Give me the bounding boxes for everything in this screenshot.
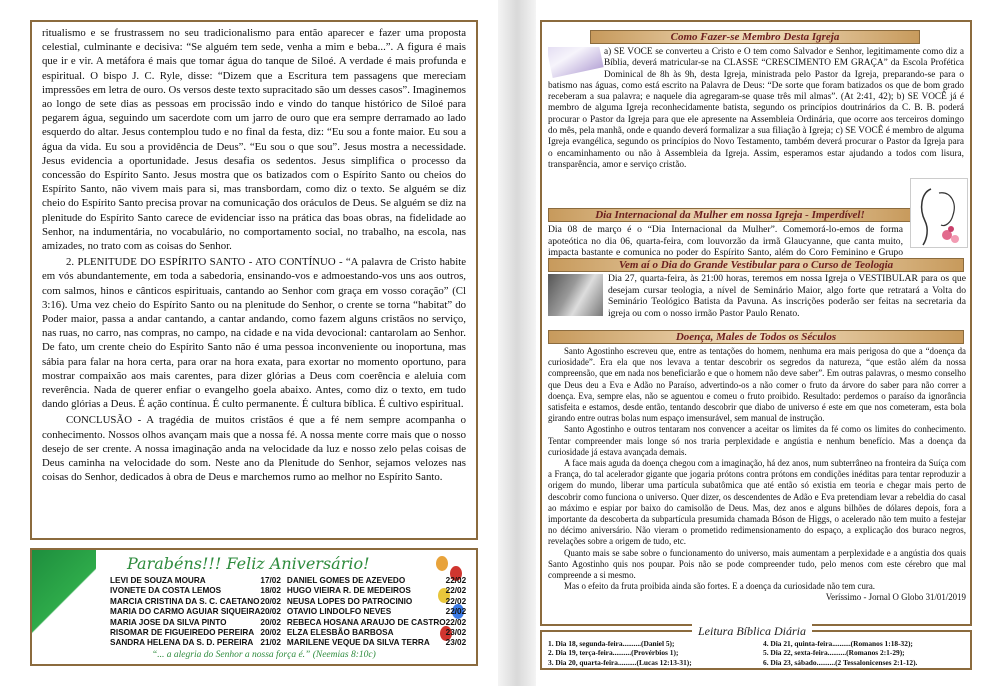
books-photo — [548, 274, 603, 316]
birthday-row — [287, 576, 466, 586]
birthday-row — [287, 618, 466, 628]
doenca-header: Doença, Males de Todos os Séculos — [548, 330, 964, 344]
daily-reading-box — [540, 624, 972, 670]
dot-leader: .......... — [618, 657, 637, 667]
birthday-label: DANIEL GOMES DE AZEVEDO — [286, 576, 406, 585]
birthday-label: OTAVIO LINDOLFO NEVES — [286, 607, 392, 617]
birthday-label: MARIA DO CARMO AGUIAR SIQUEIRA — [110, 607, 261, 617]
reading-row — [548, 648, 753, 657]
reading-label: 4. Dia 21, quinta-feira — [763, 639, 833, 648]
birthday-label: NEUSA LOPES DO PATROCINIO — [286, 596, 413, 606]
reading-row — [548, 639, 753, 648]
page-fold — [498, 0, 536, 686]
reading-label: 2. Dia 19, terça-feira — [548, 648, 613, 658]
reading-value: (Romanos 2:1-29); — [846, 648, 905, 658]
membership-section — [548, 47, 964, 177]
dot-leader: .......... — [832, 639, 851, 648]
sermon-paragraph-2: 2. PLENITUDE DO ESPÍRITO SANTO - ATO CONTÍNUO - “A palavra de Cristo habite em vós abundantemente, em toda a sabedoria, ensinando-vos e admoestando-vos uns aos outros, com salmos, hinos e cânticos espirituais, cantando ao Senhor com graça em vosso coração” (Cl 3:16). Uma vez cheio do Espírito Santo ou na plenitude do Senhor, o crente se torna “habitat” do Poder maior, passa a andar cantando, a cantar andando, como fazem alguns cristãos no serviço, nas ruas, no carro, nas compras, no campo, na cidade e na vida devocional: cantarolam ao Senhor. De fato, um crente cheio do Espírito Santo não é uma pessoa inconveniente ou inoportuna, mas sábia para falar na hora certa, para orar na hora exata, para exortar no momento oportuno, para mostrar compaixão aos mais carentes, para dizer glórias a Deus com coerência e aleluia com reverência. Nada de querer enfiar o evangelho goela abaixo. Antes, como diz o texto, em tudo dando glórias a Deus. É ação contínua. É culto permanente. É cultura bíblica. É cultivo espiritual. — [42, 256, 466, 411]
reading-row — [548, 658, 753, 667]
birthday-value: 22/02 — [445, 596, 467, 606]
daily-reading-title: Leitura Bíblica Diária — [692, 624, 812, 639]
birthday-label: MARILENE VEQUE DA SILVA TERRA — [286, 638, 430, 648]
birthday-value: 23/02 — [445, 628, 467, 638]
birthday-row — [287, 597, 466, 607]
membership-text: a) SE VOCÊ se converteu a Cristo e O tem como Salvador e Senhor, legitimamente como diz a Bíblia, deverá matricular-se na CLASSE “CRESCIMENTO EM GRAÇA” da Escola Profética Dominical de 8h às 9h, desta Igreja, ministrada pelo Pastor da Igreja, preparando-se para o batismo nas águas, como está escrito na Palavra de Deus: “De sorte que foram batizados os que de bom grado receberam a sua palavra; e naquele dia agregaram-se quase três mil almas”. (At 2:41, 42); b) SE VOCÊ já é membro de alguma Igreja reconhecidamente batista, segundo os princípios doutrinários da C. B. B. poderá procurar o Pastor da Igreja para que ele apresente na Assembleia Ordinária, que ocorre aos terceiros domingo do mês, pela manhã, onde e quando deverá formalizar a sua filiação à Igreja; c) SE VOCÊ é membro de alguma Igreja evangélica, segundo os princípios do Novo Testamento, também deverá procurar o Pastor da Igreja para o encaminhamento ou não à Assembleia da Igreja. Assim, esperamos estar ajudando a todos com lisura, transparência, amor e serviço cristão. — [548, 47, 964, 170]
birthday-row — [287, 638, 466, 648]
birthday-label: MARCIA CRISTINA DA S. C. CAETANO — [110, 596, 260, 606]
birthday-label: REBECA HOSANA ARAUJO DE CASTRO — [286, 617, 446, 627]
dot-leader: .......... — [622, 639, 642, 648]
reading-value: (Daniel 5); — [641, 639, 675, 648]
reading-column-2 — [763, 639, 968, 667]
birthday-value: 20/02 — [260, 628, 281, 638]
birthday-column-1 — [110, 576, 281, 649]
womens-day-header: Dia Internacional da Mulher em nossa Igreja - Imperdível! — [548, 208, 912, 222]
doenca-paragraph-4: Quanto mais se sabe sobre o funcionamento do universo, mais aumentam a perplexidade e a angústia dos quais Santo Agostinho quis nos poupar. Pois não se pode compreender tudo, pelo menos com este cérebro que mal compreende a si mesmo. — [548, 547, 966, 581]
reading-label: 6. Dia 23, sábado — [763, 657, 817, 667]
birthday-row — [110, 628, 281, 638]
birthday-row — [110, 607, 281, 617]
womens-day-section: Dia 08 de março é o “Dia Internacional da Mulher”. Comemorá-lo-emos de forma apoteótica no dia 06, quarta-feira, com louvorzão da irmã Glaucyanne, que canta muito, impacta bastante e comunica no poder do Espírito Santo, além do Coro Feminino e Grupo — [548, 224, 903, 258]
birthday-value: 23/02 — [445, 638, 467, 648]
birthday-column-2 — [287, 576, 466, 649]
vestibular-header: Vem aí o Dia do Grande Vestibular para o Curso de Teologia — [548, 258, 964, 272]
birthday-value: 22/02 — [445, 607, 467, 617]
birthday-row — [287, 607, 466, 617]
birthday-value: 20/02 — [260, 607, 281, 617]
birthday-row — [287, 586, 466, 596]
reading-value: (Lucas 12:13-31); — [636, 657, 692, 667]
reading-row — [763, 648, 968, 657]
birthday-row — [110, 618, 281, 628]
birthday-label: IVONETE DA COSTA LEMOS — [110, 586, 222, 596]
sermon-paragraph-1: ritualismo e se frustrassem no seu tradicionalismo para então aparecer e fazer uma proposta celestial, culminante e decisiva: “Se alguém tem sede, venha a mim e beba...”. A figura é mais que ir e vir. A metáfora é mais que tomar água do tanque de Siloé. A verdade é mais profunda e espiritual. O bispo J. C. Ryle, disse: “Dizem que a Escritura tem passagens que mereciam impressões em letra de ouro. Os versos deste texto supracitado são um desses casos”. Imaginemos ao longo de sete dias as pessoas em procissão indo e vindo do tanque histórico de Siloé para pegarem água, seguindo um sacerdote com um jarro de ouro que era sempre derramado ao lado esquerdo do altar. Jesus contemplou tudo e no final da festa, diz: “Eu sou a fonte maior. Eu sou a água da vida. Eu sou a providência de Deus”. “Eu sou o que sou”. Jesus mostra a necessidade. Jesus evidencia a oportunidade. Jesus desafia os sedentos. Jesus simplifica o processo da concessão do Espírito Santo. Jesus mostra que os batizados com o Espírito Santo ou cheios do Espírito Santo, não vivem mais para si, mas transbordam, como diz o texto. Se alguém se diz cheio do Espírito Santo precisa provar na comunicação dos oráculos de Deus. Se alguém se diz na plenitude do Espírito Santo carece de evidenciar isso na prática das boas obras, na fidelidade ao Senhor, na indumentária, no vocabulário, no comportamento social, no trabalho, na escola, nas amizades, no trato com as coisas do Senhor. — [42, 27, 466, 253]
reading-value: (2 Tessalonicenses 2:1-12). — [835, 657, 918, 667]
birthday-row — [110, 597, 281, 607]
reading-column-1 — [548, 639, 753, 667]
doenca-paragraph-5: Mas o efeito da fruta proibida ainda são fortes. E a doença da curiosidade não tem cura. — [564, 581, 875, 592]
birthday-row — [110, 576, 281, 586]
birthday-value: 22/02 — [445, 576, 467, 585]
daily-reading-list — [548, 639, 968, 667]
birthday-label: LEVI DE SOUZA MOURA — [110, 576, 206, 585]
dot-leader: .......... — [827, 648, 847, 658]
membership-header: Como Fazer-se Membro Desta Igreja — [590, 30, 920, 44]
doenca-paragraph-1: Santo Agostinho escreveu que, entre as tentações do homem, nenhuma era mais perigosa do que a “doença da curiosidade”. Era ela que nos levava a tentar descobrir os segredos da natureza, “que estão além da nossa compreensão, que em nada nos beneficiarão e que o homem não deve saber”. Em outras palavras, o mesmo conselho que Deus deu a Eva e Adão no Paraíso, advertindo-os a não comer o fruto da árvore do saber para não correr a doença. Eva, sempre elas, não se aguentou e comeu o fruto proibido. Resultado: perdemos o paraíso da ignorância satisfeita e estamos, desde então, tentando descobrir que diabo de universo é este em que nos cometeram, esta bola girando entre outras bolas num espaço imensurável, sem manual de instrução. — [548, 346, 966, 424]
green-leaf-decoration — [32, 550, 96, 666]
birthday-label: RISOMAR DE FIGUEIREDO PEREIRA — [110, 628, 255, 638]
birthday-box — [30, 548, 478, 666]
birthday-value: 22/02 — [445, 617, 467, 627]
dot-leader: .......... — [816, 657, 836, 667]
birthday-value: 21/02 — [260, 638, 281, 648]
doenca-paragraph-2: Santo Agostinho e outros tentaram nos convencer a aceitar os limites da fé como os limites do conhecimento. Tentar compreender mais longe só nos traria perplexidade e angústia e nenhum benefício. Mas a doença da curiosidade já estava avançada demais. — [548, 424, 966, 457]
dot-leader: .......... — [612, 648, 632, 658]
birthday-value: 17/02 — [260, 576, 281, 585]
doenca-section — [548, 346, 966, 616]
birthday-value: 20/02 — [260, 617, 281, 627]
birthday-label: SANDRA HELENA DA S. D. PEREIRA — [110, 638, 254, 648]
birthday-list — [110, 576, 467, 649]
doenca-paragraph-3: A face mais aguda da doença chegou com a imaginação, há dez anos, num subterrâneo na fronteira da Suíça com a França, do tal acelerador gigante que jogaria prótons contra prótons em condições inéditas para tentar reproduzir a origem do mundo, liberar uma partícula subatômica que até então só existia em teoria e chegar mais perto de descobrir como funciona o universo. Quer dizer, os descendentes de Adão e Eva pretendiam levar a rebeldia do casal ao máximo e espiar por baixo do camisolão de Deus. Mas, dez anos e alguns bilhões de dólares depois, fora a importante da descoberta da subpartícula presumida chamada Bóson de Higgs, o acelerado não tem muito a festejar no décimo aniversário. Não vieram o prometido redimensionamento do espaço, a explicação dos buraco negros, revelações sobre a origem de tudo, etc. — [548, 458, 966, 547]
vestibular-section: Dia 27, quarta-feira, às 21:00 horas, teremos em nossa Igreja o VESTIBULAR para os que desejam cursar teologia, a nível de Seminário Maior, algo forte que retratará a Volta do Seminário Teológico Batista da Pavuna. As inscrições poderão ser feitas na secretaria da igreja ou com o nosso irmão Pastor Paulo Renato. — [608, 273, 966, 319]
doenca-source: Veríssimo - Jornal O Globo 31/01/2019 — [825, 592, 966, 603]
reading-label: 1. Dia 18, segunda-feira — [548, 639, 623, 648]
reading-row — [763, 658, 968, 667]
birthday-title: Parabéns!!! Feliz Aniversário! — [127, 554, 370, 573]
reading-row — [763, 639, 968, 648]
reading-label: 3. Dia 20, quarta-feira — [548, 657, 618, 667]
birthday-row — [110, 586, 281, 596]
sermon-conclusion: CONCLUSÃO - A tragédia de muitos cristãos é que a fé nem sempre acompanha o conhecimento. Nossos olhos avançam mais que a nossa fé. A nossa mente corre mais que o nosso desejo de ser crente. A nossa imaginação anda na velocidade da luz e nosso zelo pelas coisas de Deus caminha na velocidade do som. Neste ano da Plenitude do Senhor, sejamos velozes nas coisas do Senhor, dedicados à obra de Deus e marchemos rumo ao melhor no Espírito Santo. — [42, 414, 466, 484]
woman-portrait-icon — [910, 178, 968, 248]
reading-value: (Provérbios 1); — [631, 648, 679, 658]
birthday-label: HUGO VIEIRA R. DE MEDEIROS — [286, 586, 411, 596]
reading-value: (Romanos 1:18-32); — [850, 639, 913, 648]
reading-label: 5. Dia 22, sexta-feira — [763, 648, 828, 658]
birthday-verse: “... a alegria do Senhor a nossa força é.” (Neemias 8:10c) — [152, 650, 376, 660]
birthday-value: 20/02 — [260, 596, 281, 606]
birthday-row — [110, 638, 281, 648]
birthday-label: ELZA ELESBÃO BARBOSA — [286, 628, 394, 638]
sermon-text-box — [30, 20, 478, 540]
birthday-label: MARIA JOSE DA SILVA PINTO — [110, 617, 227, 627]
birthday-row — [287, 628, 466, 638]
birthday-value: 18/02 — [260, 586, 281, 596]
paper-sheet-icon — [548, 47, 604, 78]
birthday-value: 22/02 — [445, 586, 467, 596]
